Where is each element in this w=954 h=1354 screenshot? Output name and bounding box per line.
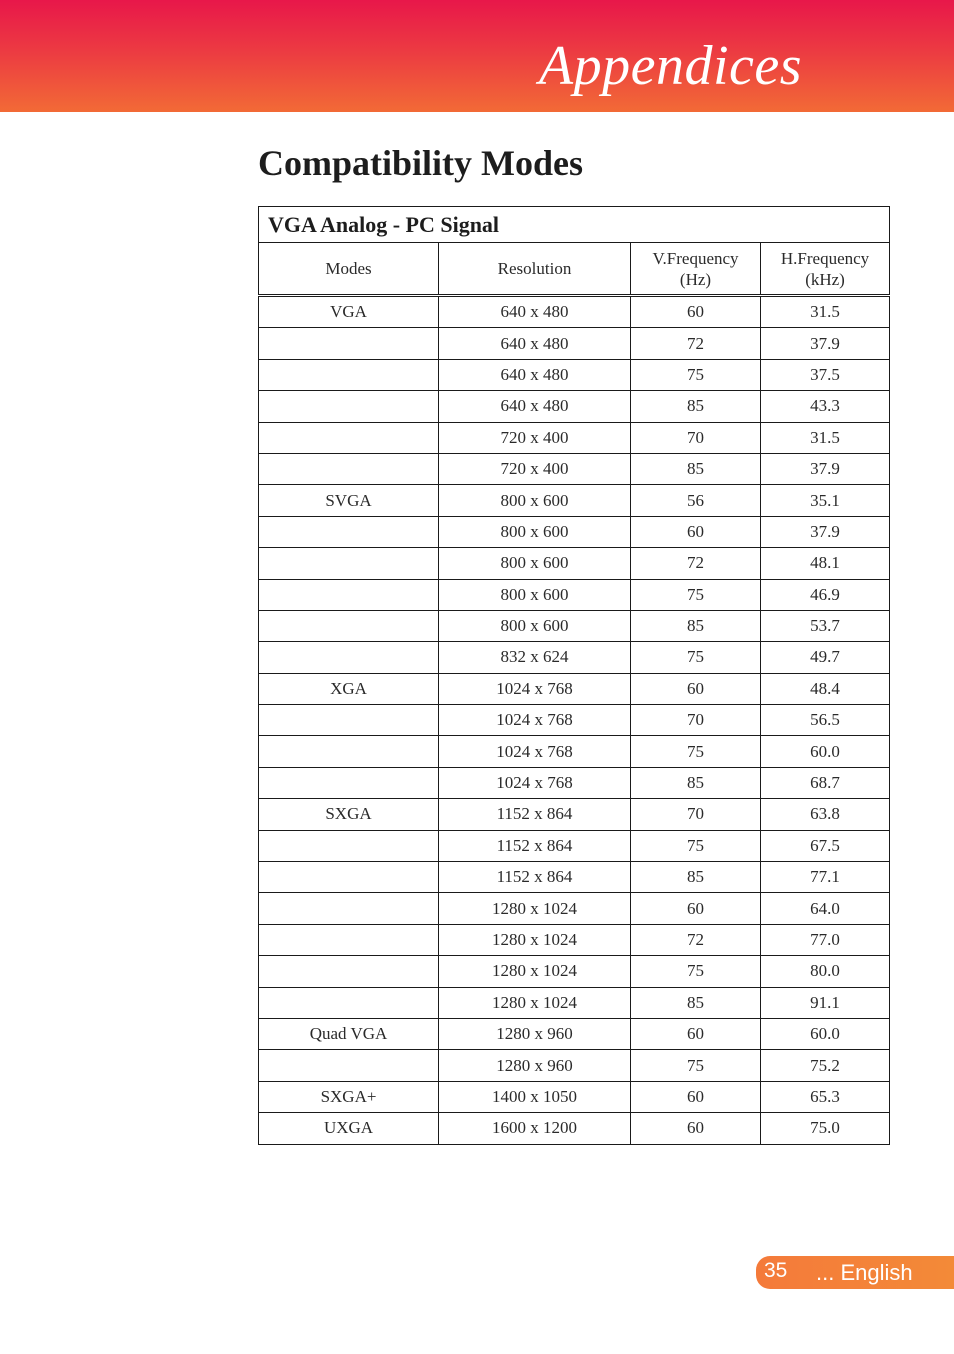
table-row [259,862,890,893]
cell-h-frequency: 35.1 [761,485,890,516]
cell-v-frequency: 72 [631,548,761,579]
cell-mode [259,956,439,987]
cell-h-frequency: 60.0 [761,736,890,767]
cell-resolution: 800 x 600 [439,579,631,610]
cell-resolution: 1280 x 1024 [439,893,631,924]
cell-h-frequency: 37.5 [761,359,890,390]
table-row [259,956,890,987]
footer-page-tab [756,1256,954,1289]
table-row [259,453,890,484]
cell-mode: SXGA [259,799,439,830]
cell-v-frequency: 72 [631,924,761,955]
cell-v-frequency: 75 [631,579,761,610]
cell-h-frequency: 64.0 [761,893,890,924]
cell-h-frequency: 75.2 [761,1050,890,1081]
cell-v-frequency: 60 [631,296,761,328]
cell-v-frequency: 70 [631,422,761,453]
cell-v-frequency: 85 [631,610,761,641]
cell-v-frequency: 85 [631,391,761,422]
cell-resolution: 1280 x 1024 [439,924,631,955]
cell-v-frequency: 60 [631,1081,761,1112]
table-row [259,705,890,736]
table-caption: VGA Analog - PC Signal [259,207,890,243]
cell-v-frequency: 70 [631,799,761,830]
cell-resolution: 1280 x 1024 [439,987,631,1018]
cell-v-frequency: 60 [631,673,761,704]
table-row [259,830,890,861]
cell-resolution: 800 x 600 [439,485,631,516]
table-row [259,422,890,453]
cell-resolution: 720 x 400 [439,422,631,453]
cell-h-frequency: 48.4 [761,673,890,704]
table-row [259,767,890,798]
cell-mode [259,987,439,1018]
column-header-resolution: Resolution [439,243,631,296]
cell-resolution: 1152 x 864 [439,799,631,830]
table-row [259,1113,890,1144]
cell-resolution: 1280 x 1024 [439,956,631,987]
cell-v-frequency: 75 [631,956,761,987]
cell-v-frequency: 75 [631,736,761,767]
table-row [259,548,890,579]
cell-resolution: 1152 x 864 [439,862,631,893]
cell-resolution: 1024 x 768 [439,736,631,767]
cell-h-frequency: 46.9 [761,579,890,610]
cell-resolution: 1024 x 768 [439,767,631,798]
cell-resolution: 1280 x 960 [439,1018,631,1049]
table-row [259,1018,890,1049]
table-row [259,296,890,328]
cell-h-frequency: 37.9 [761,453,890,484]
cell-resolution: 1600 x 1200 [439,1113,631,1144]
cell-v-frequency: 70 [631,705,761,736]
cell-h-frequency: 49.7 [761,642,890,673]
cell-v-frequency: 85 [631,987,761,1018]
cell-mode: SVGA [259,485,439,516]
cell-mode: XGA [259,673,439,704]
cell-h-frequency: 63.8 [761,799,890,830]
cell-h-frequency: 31.5 [761,296,890,328]
compatibility-table [258,206,890,1145]
cell-resolution: 1152 x 864 [439,830,631,861]
cell-mode [259,453,439,484]
cell-v-frequency: 85 [631,767,761,798]
cell-resolution: 720 x 400 [439,453,631,484]
cell-v-frequency: 72 [631,328,761,359]
section-title: Appendices [538,35,802,97]
cell-v-frequency: 56 [631,485,761,516]
cell-v-frequency: 60 [631,1113,761,1144]
cell-mode [259,391,439,422]
cell-v-frequency: 75 [631,359,761,390]
cell-h-frequency: 75.0 [761,1113,890,1144]
cell-resolution: 800 x 600 [439,516,631,547]
cell-mode [259,830,439,861]
table-row [259,893,890,924]
cell-h-frequency: 37.9 [761,516,890,547]
table-row [259,610,890,641]
cell-h-frequency: 37.9 [761,328,890,359]
table-row [259,485,890,516]
cell-mode [259,579,439,610]
cell-resolution: 1280 x 960 [439,1050,631,1081]
cell-v-frequency: 85 [631,453,761,484]
cell-h-frequency: 80.0 [761,956,890,987]
cell-h-frequency: 91.1 [761,987,890,1018]
cell-resolution: 1400 x 1050 [439,1081,631,1112]
cell-mode [259,862,439,893]
cell-h-frequency: 56.5 [761,705,890,736]
cell-h-frequency: 53.7 [761,610,890,641]
cell-h-frequency: 60.0 [761,1018,890,1049]
cell-mode: UXGA [259,1113,439,1144]
column-header-modes: Modes [259,243,439,296]
cell-resolution: 640 x 480 [439,391,631,422]
table-row [259,579,890,610]
cell-mode [259,736,439,767]
cell-h-frequency: 67.5 [761,830,890,861]
cell-h-frequency: 65.3 [761,1081,890,1112]
cell-resolution: 800 x 600 [439,548,631,579]
cell-mode [259,705,439,736]
cell-v-frequency: 75 [631,830,761,861]
cell-mode: Quad VGA [259,1018,439,1049]
cell-resolution: 640 x 480 [439,296,631,328]
cell-v-frequency: 60 [631,893,761,924]
cell-h-frequency: 77.0 [761,924,890,955]
table-row [259,924,890,955]
cell-mode: SXGA+ [259,1081,439,1112]
cell-h-frequency: 77.1 [761,862,890,893]
page-number: 35 [764,1259,788,1282]
cell-h-frequency: 68.7 [761,767,890,798]
table-row [259,642,890,673]
cell-v-frequency: 75 [631,1050,761,1081]
cell-mode [259,893,439,924]
table-row [259,328,890,359]
cell-h-frequency: 31.5 [761,422,890,453]
cell-mode [259,642,439,673]
page-title: Compatibility Modes [258,143,584,183]
cell-mode [259,516,439,547]
cell-h-frequency: 43.3 [761,391,890,422]
cell-h-frequency: 48.1 [761,548,890,579]
table-body [259,296,890,1145]
cell-mode [259,767,439,798]
cell-resolution: 832 x 624 [439,642,631,673]
cell-resolution: 640 x 480 [439,328,631,359]
cell-resolution: 800 x 600 [439,610,631,641]
cell-mode [259,548,439,579]
cell-mode [259,328,439,359]
cell-v-frequency: 75 [631,642,761,673]
cell-mode [259,422,439,453]
cell-mode [259,924,439,955]
table-row [259,516,890,547]
table-row [259,1050,890,1081]
cell-mode [259,359,439,390]
cell-resolution: 640 x 480 [439,359,631,390]
cell-resolution: 1024 x 768 [439,673,631,704]
table-row [259,1081,890,1112]
header-banner [0,0,954,112]
column-header-h-frequency: H.Frequency (kHz) [761,243,890,296]
cell-v-frequency: 85 [631,862,761,893]
column-header-v-frequency: V.Frequency (Hz) [631,243,761,296]
table-row [259,987,890,1018]
table-row [259,359,890,390]
cell-resolution: 1024 x 768 [439,705,631,736]
cell-mode [259,610,439,641]
cell-mode: VGA [259,296,439,328]
table-row [259,673,890,704]
cell-v-frequency: 60 [631,1018,761,1049]
table-row [259,736,890,767]
table-row [259,391,890,422]
language-label: ... English [816,1260,913,1285]
cell-v-frequency: 60 [631,516,761,547]
cell-mode [259,1050,439,1081]
table-row [259,799,890,830]
